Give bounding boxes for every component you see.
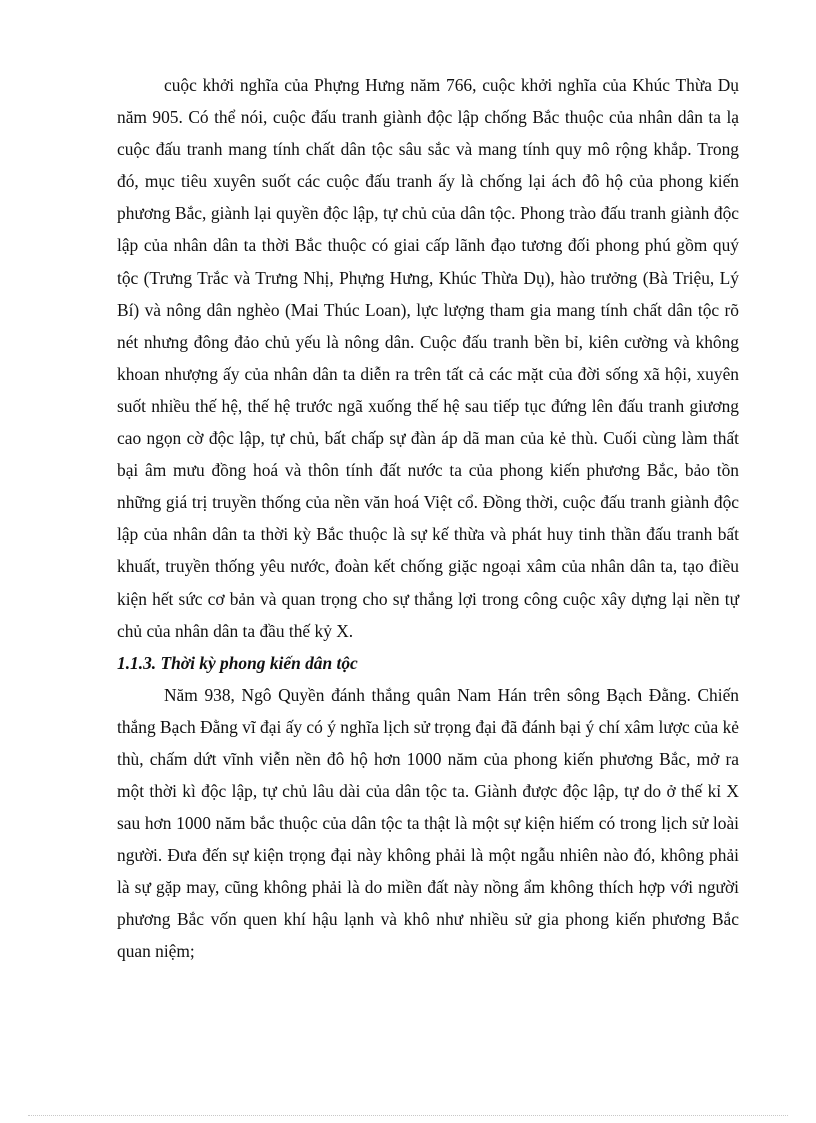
page-bottom-rule bbox=[28, 1115, 788, 1116]
section-heading: 1.1.3. Thời kỳ phong kiến dân tộc bbox=[117, 652, 358, 673]
paragraph-bac-thuoc-struggle: cuộc khởi nghĩa của Phựng Hưng năm 766, cuộc khởi nghĩa của Khúc Thừa Dụ năm 905. Có thể nói, cuộc đấu tranh giành độc lập chống Bắc thuộc của nhân dân ta lạ cuộc đấu tranh mang tính chất dân tộc sâu sắc và mang tính quy mô rộng khắp. Trong đó, mục tiêu xuyên suốt các cuộc đấu tranh ấy là chống lại ách đô hộ của phong kiến phương Bắc, giành lại quyền độc lập, tự chủ của dân tộc. Phong trào đấu tranh giành độc lập của nhân dân ta thời Bắc thuộc có giai cấp lãnh đạo tương đối phong phú gồm quý tộc (Trưng Trắc và Trưng Nhị, Phựng Hưng, Khúc Thừa Dụ), hào trưởng (Bà Triệu, Lý Bí) và nông dân nghèo (Mai Thúc Loan), lực lượng tham gia mang tính chất dân tộc rõ nét nhưng đông đảo chủ yếu là nông dân. Cuộc đấu tranh bền bỉ, kiên cường và không khoan nhượng ấy của nhân dân ta diễn ra trên tất cả các mặt của đời sống xã hội, xuyên suốt nhiều thế hệ, thế hệ trước ngã xuống thế hệ sau tiếp tục đứng lên đấu tranh giương cao ngọn cờ độc lập, tự chủ, bất chấp sự đàn áp dã man của kẻ thù. Cuối cùng làm thất bại âm mưu đồng hoá và thôn tính đất nước ta của phong kiến phương Bắc, bảo tồn những giá trị truyền thống của nền văn hoá Việt cổ. Đồng thời, cuộc đấu tranh giành độc lập của nhân dân ta thời kỳ Bắc thuộc là sự kế thừa và phát huy tinh thần đấu tranh bất khuất, truyền thống yêu nước, đoàn kết chống giặc ngoại xâm của nhân dân ta, tạo điều kiện hết sức cơ bản và quan trọng cho sự thắng lợi trong công cuộc xây dựng lại nền tự chủ của nhân dân ta đầu thế kỷ X. bbox=[117, 75, 739, 641]
document-body bbox=[117, 69, 739, 968]
paragraph-ngo-quyen-victory: Năm 938, Ngô Quyền đánh thắng quân Nam Hán trên sông Bạch Đằng. Chiến thắng Bạch Đằng vĩ đại ấy có ý nghĩa lịch sử trọng đại đã đánh bại ý chí xâm lược của kẻ thù, chấm dứt vĩnh viễn nền đô hộ hơn 1000 năm của phong kiến phương Bắc, mở ra một thời kì độc lập, tự chủ lâu dài của dân tộc ta. Giành được độc lập, tự do ở thế kỉ X sau hơn 1000 năm bắc thuộc của dân tộc ta thật là một sự kiện hiếm có trong lịch sử loài người. Đưa đến sự kiện trọng đại này không phải là một ngẫu nhiên nào đó, không phải là sự gặp may, cũng không phải là do miền đất này nồng ẩm không thích hợp với người phương Bắc vốn quen khí hậu lạnh và khô như nhiều sử gia phong kiến phương Bắc quan niệm; bbox=[117, 684, 739, 962]
